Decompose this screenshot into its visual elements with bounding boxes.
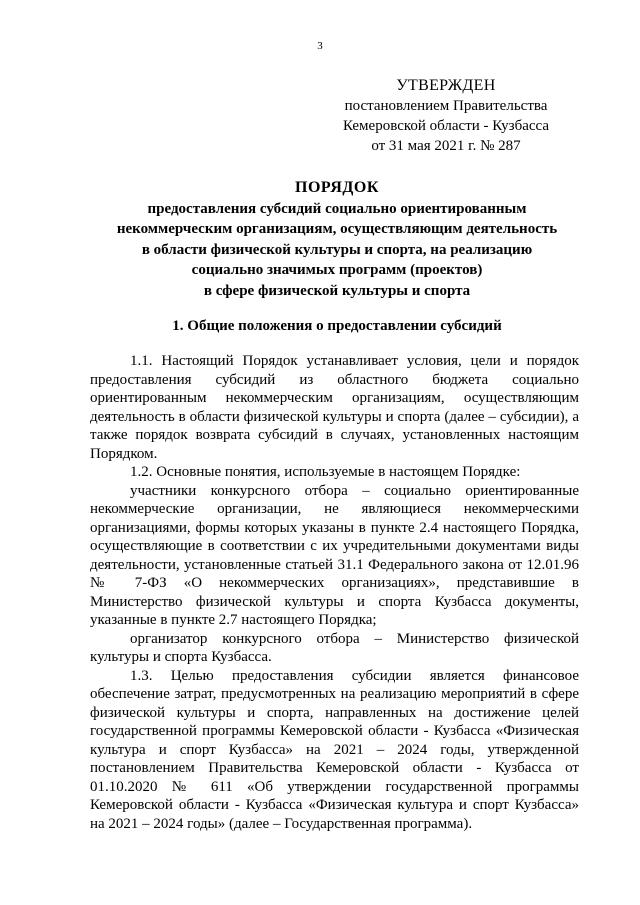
paragraph: 1.3. Целью предоставления субсидии является финансовое обеспечение затрат, предусмотренных на реализацию мероприятий в сфере физической культуры и спорта, направленных на достижение целей государственной программы Кемеровской области - Кузбасса «Физическая культура и спорт Кузбасса» на 2021 – 2024 годы, утвержденной постановлением Правительства Кемеровской области - Кузбасса от 01.10.2020 № 611 «Об утверждении государственной программы Кемеровской области - Кузбасса «Физическая культура и спорт Кузбасса» на 2021 – 2024 годы» (далее – Государственная программа). xyxy=(90,667,579,832)
document-subtitle-line: в сфере физической культуры и спорта xyxy=(203,282,471,299)
document-subtitle-line: социально значимых программ (проектов) xyxy=(191,262,483,278)
document-subtitle-line: предоставления субсидий социально ориентированным xyxy=(147,200,527,217)
document-title: ПОРЯДОК xyxy=(295,179,379,196)
paragraph: участники конкурсного отбора – социально ориентированные некоммерческие организации, не являющиеся некоммерческими организациями, формы которых указаны в пункте 2.4 настоящего Порядка, осуществляющие в соответствии с их учредительными документами виды деятельности, установленные статьей 31.1 Федерального закона от 12.01.96 № 7-ФЗ «О некоммерческих организациях», представившие в Министерство физической культуры и спорта Кузбасса документы, указанные в пункте 2.7 настоящего Порядка; xyxy=(90,482,579,628)
document-subtitle-line: в области физической культуры и спорта, на реализацию xyxy=(141,241,533,258)
approval-date: от 31 мая 2021 г. № 287 xyxy=(371,138,521,154)
document-subtitle-line: некоммерческим организациям, осуществляющим деятельность xyxy=(116,221,558,237)
section-heading: 1. Общие положения о предоставлении субсидий xyxy=(172,318,502,334)
document-title-block xyxy=(90,178,584,301)
paragraph: 1.2. Основные понятия, используемые в настоящем Порядке: xyxy=(130,464,521,480)
paragraph: 1.1. Настоящий Порядок устанавливает условия, цели и порядок предоставления субсидий из областного бюджета социально ориентированным некоммерческим организациям, осуществляющим деятельность в области физической культуры и спорта (далее – субсидии), а также порядок возврата субсидий в случаях, установленных настоящим Порядком. xyxy=(90,353,579,462)
section-body xyxy=(90,352,579,833)
approval-stamp xyxy=(318,76,574,156)
page-number: 3 xyxy=(317,40,323,52)
paragraph: организатор конкурсного отбора – Министерство физической культуры и спорта Кузбасса. xyxy=(90,630,579,665)
approval-line: постановлением Правительства xyxy=(344,98,548,114)
approval-heading: УТВЕРЖДЕН xyxy=(396,77,496,94)
approval-line: Кемеровской области - Кузбасса xyxy=(342,118,550,134)
